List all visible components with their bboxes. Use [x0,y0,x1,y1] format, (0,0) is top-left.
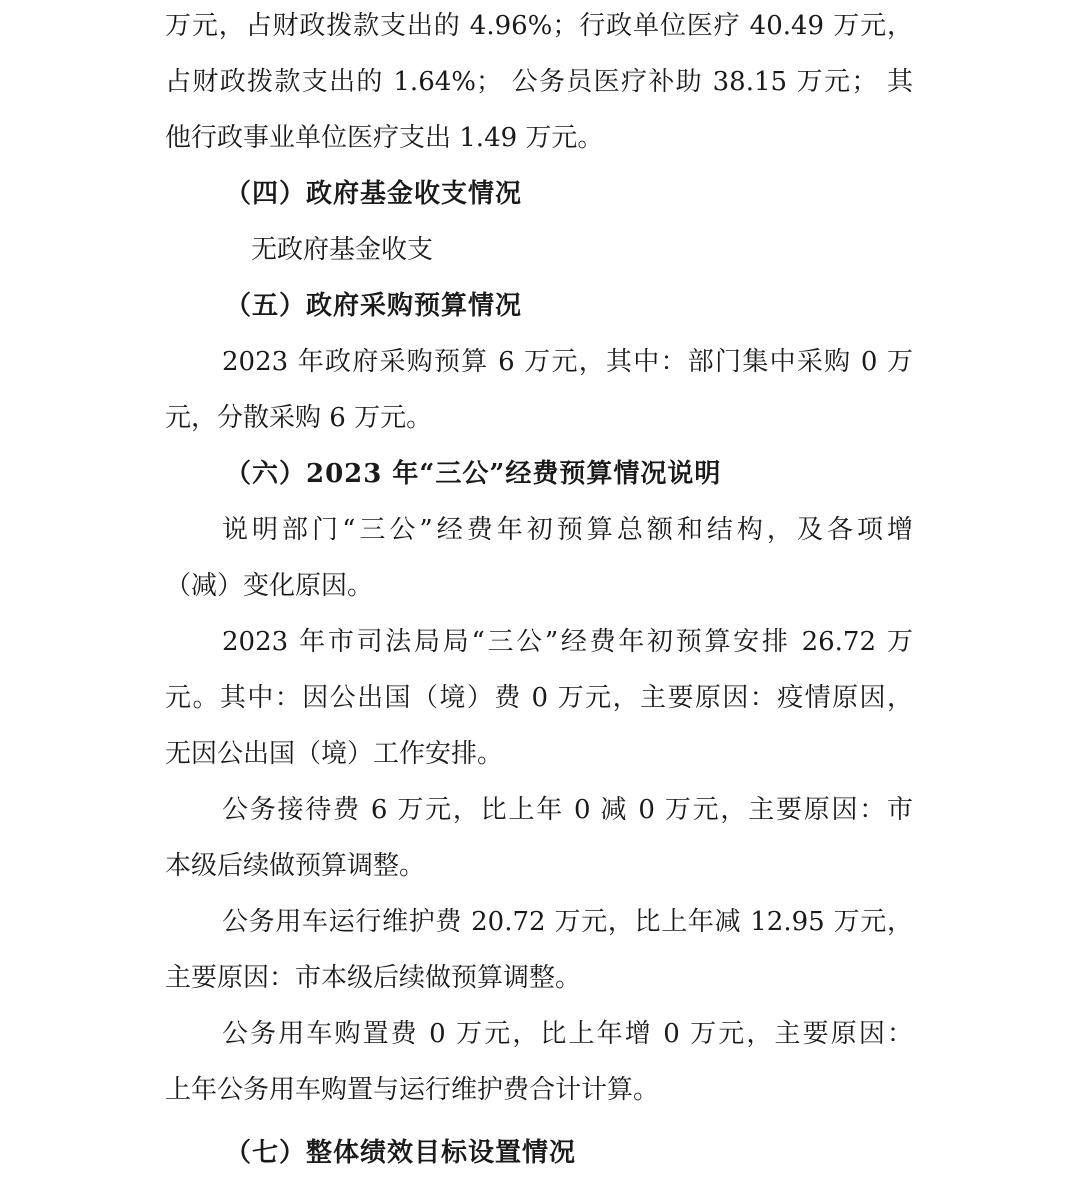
text-line-10: 说明部门“三公”经费年初预算总额和结构，及各项增 [222,515,913,545]
text-line-7: 2023 年政府采购预算 6 万元，其中：部门集中采购 0 万 [222,347,913,377]
text-line-3: 他行政事业单位医疗支出 1.49 万元。 [165,123,604,153]
text-line-20: 上年公务用车购置与运行维护费合计计算。 [165,1075,660,1105]
text-line-12: 2023 年市司法局局“三公”经费年初预算安排 26.72 万 [222,627,913,657]
text-line-16: 本级后续做预算调整。 [165,851,426,881]
section-heading-7: （七）整体绩效目标设置情况 [225,1138,577,1168]
text-line-5: 无政府基金收支 [251,235,434,265]
text-line-14: 无因公出国（境）工作安排。 [165,739,504,769]
text-line-1: 万元，占财政拨款支出的 4.96%；行政单位医疗 40.49 万元， [165,11,913,41]
text-line-2: 占财政拨款支出的 1.64%； 公务员医疗补助 38.15 万元； 其 [165,67,913,97]
text-line-18: 主要原因：市本级后续做预算调整。 [165,963,582,993]
text-line-13: 元。其中：因公出国（境）费 0 万元，主要原因：疫情原因， [165,683,913,713]
section-heading-6: （六）2023 年“三公”经费预算情况说明 [225,459,722,489]
section-heading-5: （五）政府采购预算情况 [225,291,523,321]
text-line-8: 元，分散采购 6 万元。 [165,403,433,433]
text-line-11: （减）变化原因。 [165,571,374,601]
text-line-19: 公务用车购置费 0 万元，比上年增 0 万元，主要原因： [222,1019,913,1049]
text-line-17: 公务用车运行维护费 20.72 万元，比上年减 12.95 万元， [222,907,913,937]
text-line-15: 公务接待费 6 万元，比上年 0 减 0 万元，主要原因：市 [222,795,913,825]
section-heading-4: （四）政府基金收支情况 [225,179,523,209]
